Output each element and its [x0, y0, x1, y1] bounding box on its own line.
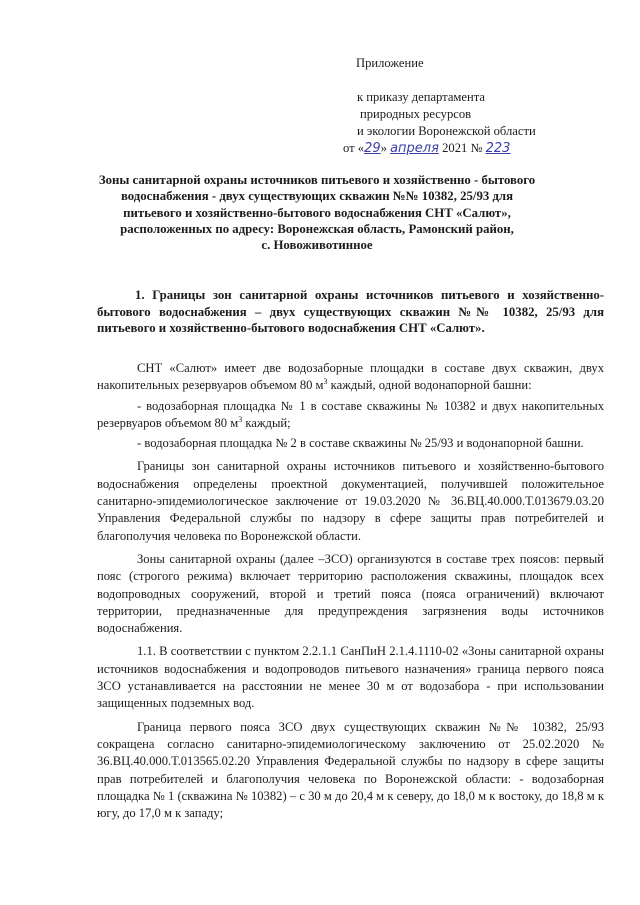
appendix-block — [343, 55, 623, 157]
document-title — [92, 172, 542, 253]
date-year: 2021 № — [438, 141, 486, 155]
paragraph-1 — [97, 360, 604, 395]
superscript-3: 3 — [323, 377, 328, 387]
paragraph-2-text-end: каждый; — [242, 415, 291, 430]
paragraph-2 — [97, 398, 604, 433]
appendix-line-2: природных ресурсов — [360, 107, 472, 121]
title-line-5: с. Новоживотинное — [261, 238, 373, 253]
appendix-heading: Приложение — [356, 56, 424, 70]
document-body — [97, 360, 604, 822]
section-heading-text: Границы зон санитарной охраны источников питьевого и хозяйственно-бытового водоснабжения – двух существующих скважин №№ 10382, 25/93 для питьевого и хозяйственно-бытового водоснабжения СНТ «Салют». — [97, 288, 604, 335]
paragraph-6: 1.1. В соответствии с пунктом 2.2.1.1 СанПиН 2.1.4.1110-02 «Зоны санитарной охраны источников водоснабжения и водопроводов питьевого назначения» граница первого пояса ЗСО устанавливается на расстоянии не менее 30 м от водозабора - при использовании защищенных подземных вод. — [97, 644, 604, 711]
date-month-handwritten: апреля — [390, 141, 439, 156]
section-1-heading — [97, 287, 604, 337]
title-line-2: водоснабжения - двух существующих скважин №№ 10382, 25/93 для — [120, 189, 514, 204]
order-number-handwritten: 223 — [485, 141, 511, 156]
title-line-4: расположенных по адресу: Воронежская область, Рамонский район, — [120, 221, 514, 236]
paragraph-2-text: - водозаборная площадка № 1 в составе скважины № 10382 и двух накопительных резервуаров объемом 80 м — [97, 398, 604, 430]
paragraph-7: Граница первого пояса ЗСО двух существующих скважин №№ 10382, 25/93 сокращена согласно санитарно-эпидемиологическому заключению от 25.02.2020 № 36.ВЦ.40.000.Т.013565.02.20 Управления Федеральной службы по надзору в сфере защиты прав потребителей и благополучия человека по Воронежской области: - водозаборная площадка № 1 (скважина № 10382) – с 30 м до 20,4 м к северу, до 18,0 м к востоку, до 18,8 м к югу, до 17,0 м к западу; — [97, 719, 604, 821]
date-day-handwritten: 29 — [364, 141, 381, 156]
appendix-date-line — [343, 140, 623, 157]
date-prefix: от « — [343, 141, 365, 155]
paragraph-5: Зоны санитарной охраны (далее –ЗСО) организуются в составе трех поясов: первый пояс (строгого режима) включает территорию расположения скважины, площадок всех водопроводных сооружений, второй и третий пояса (пояса ограничений) включают территории, предназначенные для предупреждения загрязнения воды источников водоснабжения. — [97, 551, 604, 636]
section-number: 1. — [135, 288, 145, 302]
superscript-3: 3 — [238, 414, 243, 424]
paragraph-1-text: СНТ «Салют» имеет две водозаборные площадки в составе двух скважин, двух накопительных резервуаров объемом 80 м — [97, 361, 604, 393]
paragraph-4: Границы зон санитарной охраны источников питьевого и хозяйственно-бытового водоснабжения определены проектной документацией, получившей положительное санитарно-эпидемиологическое заключение от 19.03.2020 № 36.ВЦ.40.000.Т.013679.03.20 Управления Федеральной службы по надзору в сфере защиты прав потребителей и благополучия человека по Воронежской области. — [97, 459, 604, 543]
appendix-line-3: и экологии Воронежской области — [357, 124, 536, 138]
paragraph-3: - водозаборная площадка № 2 в составе скважины № 25/93 и водонапорной башни. — [137, 436, 584, 451]
date-mid: » — [380, 141, 391, 155]
paragraph-1-text-end: каждый, одной водонапорной башни: — [327, 378, 532, 393]
title-line-3: питьевого и хозяйственно-бытового водоснабжения СНТ «Салют», — [123, 205, 511, 220]
title-line-1: Зоны санитарной охраны источников питьевого и хозяйственно - бытового — [98, 173, 536, 187]
appendix-line-1: к приказу департамента — [357, 90, 485, 104]
